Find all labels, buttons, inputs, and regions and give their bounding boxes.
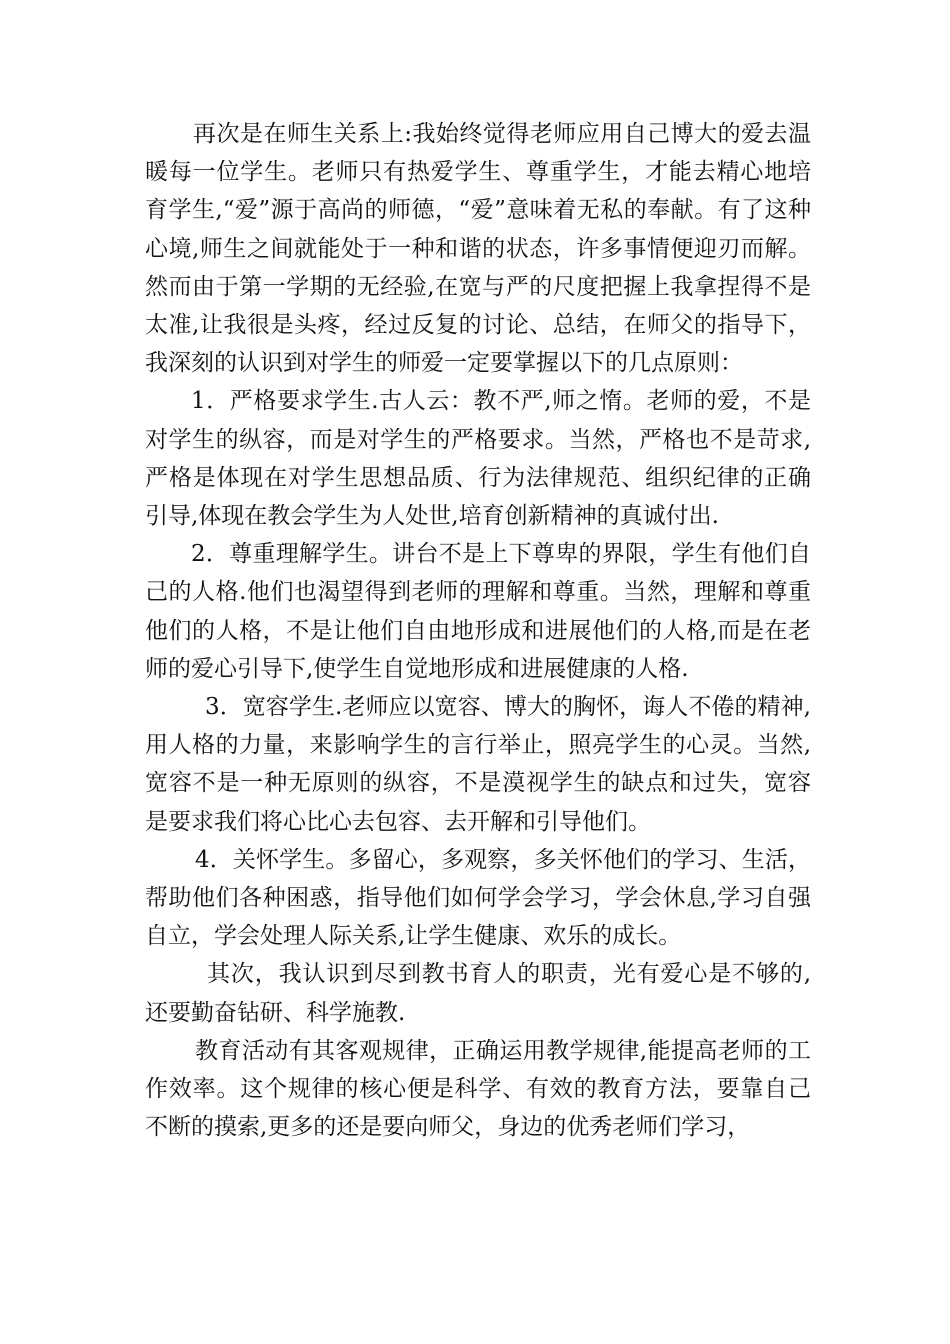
paragraph-principle-respect: 2．尊重理解学生。讲台不是上下尊卑的界限，学生有他们自己的人格.他们也渴望得到老师的理解和尊重。当然，理解和尊重他们的人格，不是让他们自由地形成和进展他们的人格,而是在老师的爱心引导下,使学生自觉地形成和进展健康的人格. — [145, 541, 811, 682]
paragraph-teacher-student-relationship: 再次是在师生关系上:我始终觉得老师应用自己博大的爱去温暖每一位学生。老师只有热爱学生、尊重学生，才能去精心地培育学生,“爱”源于高尚的师德，“爱”意味着无私的奉献。有了这种心境,师生之间就能处于一种和谐的状态，许多事情便迎刃而解。然而由于第一学期的无经验,在宽与严的尺度把握上我拿捏得不是太准,让我很是头疼，经过反复的讨论、总结，在师父的指导下，我深刻的认识到对学生的师爱一定要掌握以下的几点原则： — [145, 121, 811, 377]
paragraph-education-methods: 教育活动有其客观规律，正确运用教学规律,能提高老师的工作效率。这个规律的核心便是科学、有效的教育方法，要靠自己不断的摸索,更多的还是要向师父，身边的优秀老师们学习， — [145, 1037, 811, 1141]
paragraph-principle-strict: 1．严格要求学生.古人云：教不严,师之惰。老师的爱，不是对学生的纵容，而是对学生的严格要求。当然，严格也不是苛求,严格是体现在对学生思想品质、行为法律规范、组织纪律的正确引导,体现在教会学生为人处世,培育创新精神的真诚付出. — [145, 388, 811, 530]
document-body — [145, 115, 811, 1146]
paragraph-secondly: 其次，我认识到尽到教书育人的职责，光有爱心是不够的,还要勤奋钻研、科学施教. — [145, 961, 811, 1026]
paragraph-principle-care: 4．关怀学生。多留心，多观察，多关怀他们的学习、生活，帮助他们各种困惑，指导他们如何学会学习，学会休息,学习自强自立，学会处理人际关系,让学生健康、欢乐的成长。 — [145, 846, 811, 950]
paragraph-principle-tolerance: 3．宽容学生.老师应以宽容、博大的胸怀，诲人不倦的精神,用人格的力量，来影响学生的言行举止，照亮学生的心灵。当然,宽容不是一种无原则的纵容，不是漠视学生的缺点和过失，宽容是要求我们将心比心去包容、去开解和引导他们。 — [145, 694, 811, 835]
